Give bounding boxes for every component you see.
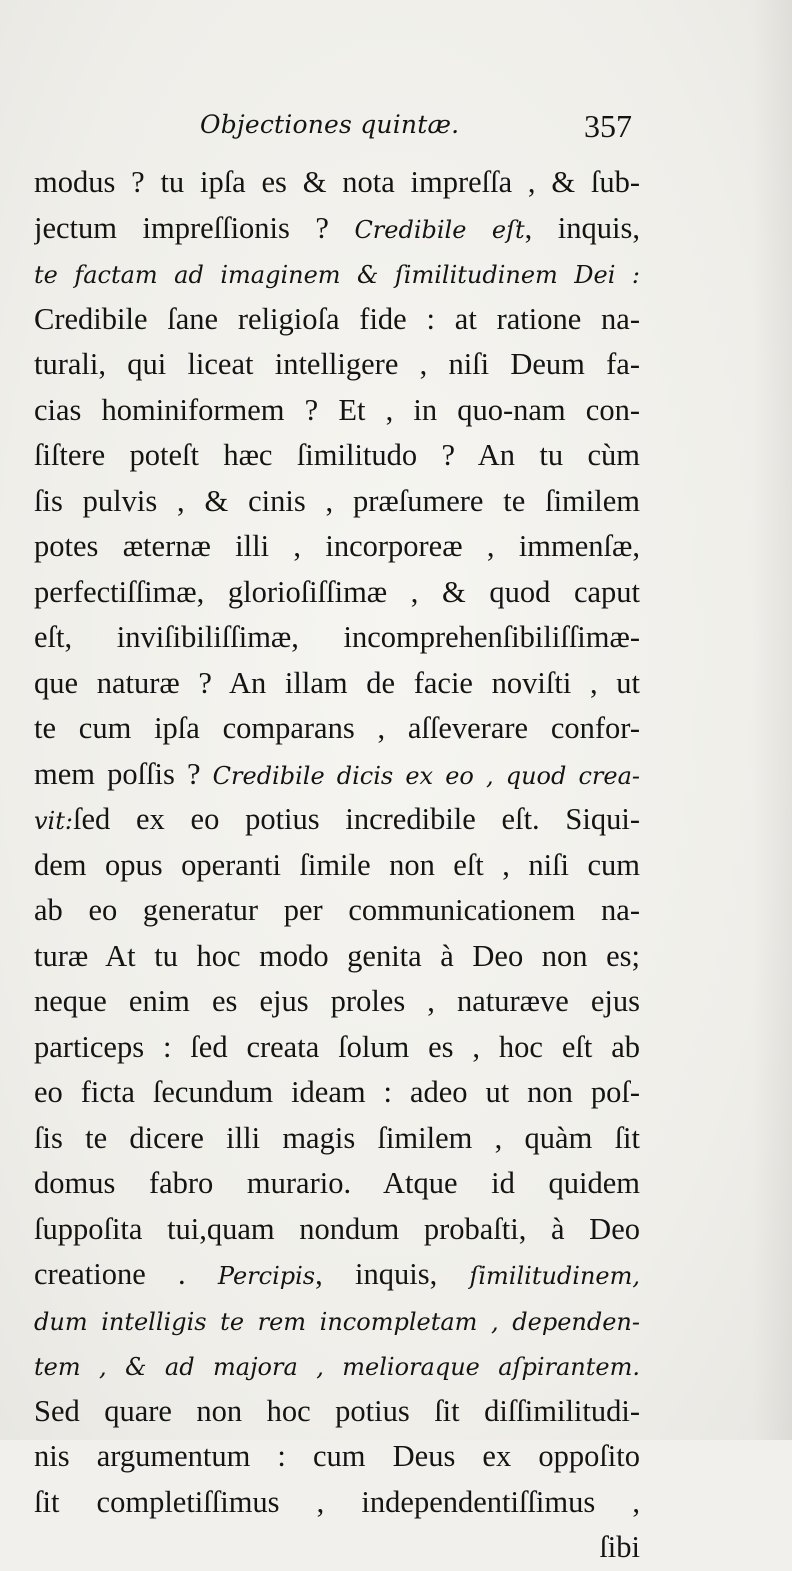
text-segment: domus fabro murario. Atque id quidem [34, 1166, 640, 1200]
text-segment: eo ficta ſecundum ideam : adeo ut non poſ- [34, 1075, 640, 1109]
text-segment: neque enim es ejus proles , naturæve ejus [34, 984, 640, 1018]
page-header [36, 104, 636, 148]
text-segment: perfectiſſimæ, glorioſiſſimæ , & quod caput [34, 574, 640, 609]
text-segment: ſit completiſſimus , independentiſſimus , [34, 1484, 640, 1519]
text-segment: cias hominiformem ? Et , in quo-nam con- [34, 392, 640, 427]
text-segment: Credibile ſane religioſa fide : at ratione na- [34, 301, 640, 336]
text-line [34, 934, 640, 980]
text-line [34, 479, 640, 525]
text-segment: ſis pulvis , & cinis , præſumere te ſimilem [34, 483, 640, 518]
text-line [34, 206, 640, 252]
text-line [34, 342, 640, 388]
text-segment: turali, qui liceat intelligere , niſi Deum fa- [34, 347, 640, 381]
text-segment: ſis te dicere illi magis ſimilem , quàm ſit [34, 1120, 640, 1155]
text-segment: , inquis, [315, 1257, 470, 1291]
text-line [34, 1116, 640, 1162]
text-segment: ſuppoſita tui,quam nondum probaſti, à Deo [34, 1211, 640, 1246]
text-line [34, 1025, 640, 1071]
text-line [34, 888, 640, 934]
text-line [34, 1389, 640, 1435]
text-segment: ab eo generatur per communicationem na- [34, 893, 640, 927]
text-line [34, 752, 640, 798]
running-head: Objectiones quintæ. [200, 110, 460, 139]
text-segment: particeps : ſed creata ſolum es , hoc eſt ab [34, 1029, 640, 1064]
text-line [34, 615, 640, 661]
text-line [34, 1161, 640, 1207]
text-line [34, 1434, 640, 1480]
text-line [34, 433, 640, 479]
text-segment: ſibi [599, 1530, 640, 1564]
text-segment: te cum ipſa comparans , aſſeverare confor- [34, 711, 640, 745]
text-line [34, 1343, 640, 1389]
text-segment: eſt, inviſibiliſſimæ, incomprehenſibiliſſimæ- [34, 620, 640, 654]
text-segment: , inquis, [524, 210, 640, 245]
page-edge-shadow [752, 0, 792, 1440]
text-segment: mem poſſis ? [34, 756, 213, 791]
text-line [34, 843, 640, 889]
italic-text-segment: vit: [34, 807, 73, 835]
text-segment: nis argumentum : cum Deus ex oppoſito [34, 1439, 640, 1473]
italic-text-segment: te factam ad imaginem & ſimilitudinem Dei : [34, 261, 640, 289]
italic-text-segment: dum intelligis te rem incompletam , dependen- [34, 1307, 640, 1336]
text-segment: dem opus operanti ſimile non eſt , niſi cum [34, 847, 640, 882]
text-segment: jectum impreſſionis ? [34, 210, 355, 245]
italic-text-segment: Percipis [217, 1262, 316, 1290]
text-line [34, 1298, 640, 1344]
text-line [34, 251, 640, 297]
text-line [34, 388, 640, 434]
text-line [34, 661, 640, 707]
text-line [34, 706, 640, 752]
text-segment: creatione . [34, 1257, 218, 1291]
text-segment: turæ At tu hoc modo genita à Deo non es; [34, 938, 640, 973]
text-line [34, 1252, 640, 1298]
text-line [34, 570, 640, 616]
text-line [34, 297, 640, 343]
italic-text-segment: ſimilitudinem, [469, 1262, 640, 1290]
text-segment: modus ? tu ipſa es & nota impreſſa , & ſub- [34, 165, 640, 199]
italic-text-segment: tem , & ad majora , melioraque aſpirantem. [34, 1353, 640, 1381]
text-line [34, 979, 640, 1025]
body-text [34, 160, 640, 1571]
text-segment: ſiſtere poteſt hæc ſimilitudo ? An tu cùm [34, 438, 640, 472]
text-line [34, 1207, 640, 1253]
text-line [34, 797, 640, 843]
text-line [34, 1480, 640, 1526]
text-line [34, 1525, 640, 1571]
page-number: 357 [584, 108, 632, 144]
italic-text-segment: Credibile eſt [354, 215, 525, 244]
text-segment: potes æternæ illi , incorporeæ , immenſæ, [34, 529, 640, 563]
text-segment: que naturæ ? An illam de facie noviſti , ut [34, 665, 640, 700]
text-segment: Sed quare non hoc potius ſit diſſimilitudi- [34, 1393, 640, 1428]
italic-text-segment: Credibile dicis ex eo , quod crea- [212, 761, 640, 790]
text-line [34, 1070, 640, 1116]
text-line [34, 160, 640, 206]
text-line [34, 524, 640, 570]
text-segment: ſed ex eo potius incredibile eſt. Siqui- [72, 802, 640, 836]
